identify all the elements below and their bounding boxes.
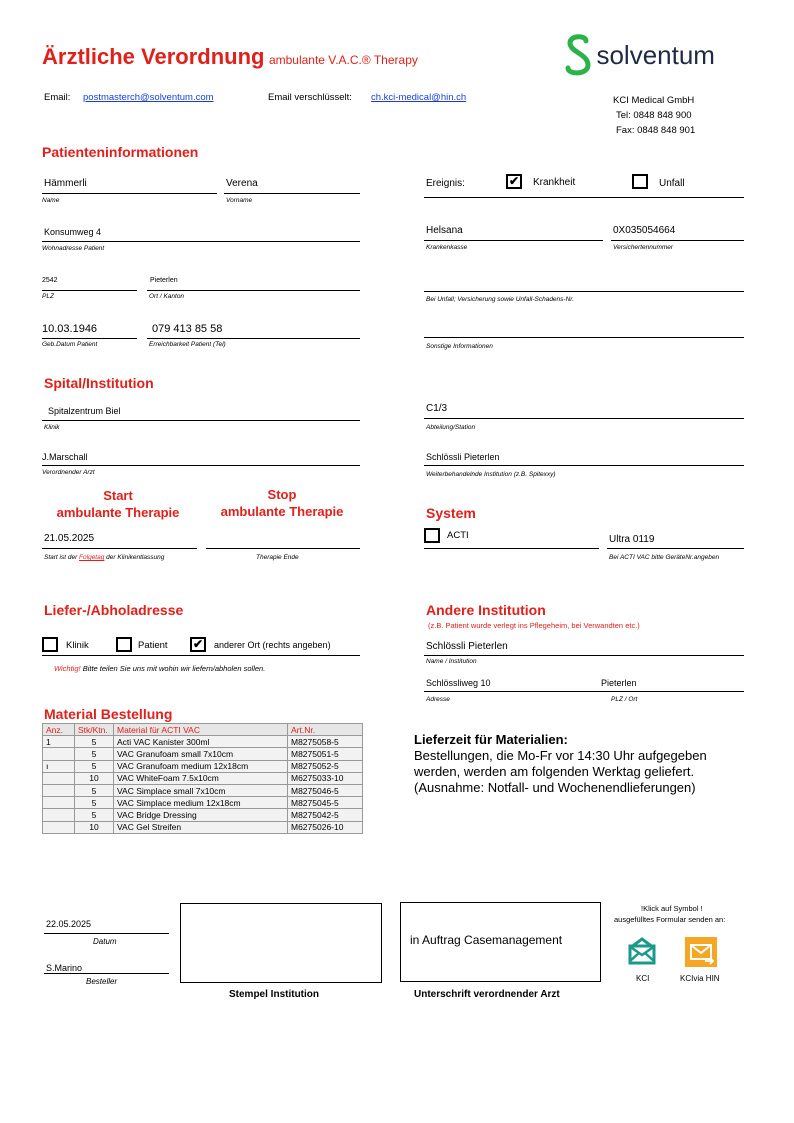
therapy-start-heading bbox=[40, 487, 196, 521]
material-cell: VAC Simplace medium 12x18cm bbox=[114, 797, 288, 809]
pack-cell: 5 bbox=[75, 748, 114, 760]
station-caption: Abteilung/Station bbox=[426, 424, 476, 431]
qty-cell[interactable] bbox=[43, 784, 75, 796]
pack-cell: 5 bbox=[75, 784, 114, 796]
pack-cell: 5 bbox=[75, 760, 114, 772]
therapy-stop-line1: Stop bbox=[267, 487, 297, 502]
signature-text: in Auftrag Casemanagement bbox=[410, 933, 563, 947]
pack-cell: 5 bbox=[75, 809, 114, 821]
clinic-caption: Klinik bbox=[44, 424, 60, 431]
pack-cell: 5 bbox=[75, 797, 114, 809]
patient-address-field[interactable]: Konsumweg 4 bbox=[44, 227, 102, 237]
material-cell: VAC Granufoam medium 12x18cm bbox=[114, 760, 288, 772]
patient-birthdate-field[interactable]: 10.03.1946 bbox=[42, 323, 98, 335]
orderer-caption: Besteller bbox=[86, 977, 118, 986]
acti-checkbox[interactable] bbox=[424, 528, 440, 543]
stamp-caption: Stempel Institution bbox=[229, 989, 319, 1000]
orderer-field[interactable]: S.Marino bbox=[46, 963, 83, 973]
company-name: KCI Medical GmbH bbox=[613, 95, 695, 106]
patient-birthdate-caption: Geb.Datum Patient bbox=[42, 341, 98, 348]
patient-phone-caption: Erreichbarkeit Patient (Tel) bbox=[149, 341, 226, 348]
other-institution-name-field[interactable]: Schlössli Pieterlen bbox=[426, 641, 508, 652]
unfall-checkbox[interactable] bbox=[632, 174, 648, 189]
patient-name-field[interactable]: Hämmerli bbox=[44, 178, 87, 189]
patient-ort-field[interactable]: Pieterlen bbox=[150, 277, 178, 284]
artnr-cell: M8275046-5 bbox=[288, 784, 363, 796]
material-cell: VAC Granufoam small 7x10cm bbox=[114, 748, 288, 760]
other-institution-address-caption: Adresse bbox=[426, 696, 450, 703]
checkmark-icon: ✔ bbox=[193, 637, 204, 651]
therapy-start-caption-c: der Klinikentlassung bbox=[106, 554, 165, 561]
material-cell: VAC Bridge Dressing bbox=[114, 809, 288, 821]
qty-cell[interactable] bbox=[43, 772, 75, 784]
acti-label: ACTI bbox=[447, 530, 469, 541]
delivery-note-warning: Wichtig! bbox=[54, 664, 81, 673]
order-date-caption: Datum bbox=[93, 937, 117, 946]
table-row bbox=[43, 760, 363, 772]
pack-cell: 10 bbox=[75, 772, 114, 784]
other-institution-ort-caption: PLZ / Ort bbox=[611, 696, 638, 703]
delivery-section-title: Liefer-/Abholadresse bbox=[44, 602, 184, 618]
company-fax: Fax: 0848 848 901 bbox=[616, 125, 696, 136]
clinic-field[interactable]: Spitalzentrum Biel bbox=[48, 406, 121, 416]
title-sub: ambulante V.A.C.® Therapy bbox=[268, 53, 418, 67]
delivery-klinik-label: Klinik bbox=[66, 640, 89, 651]
other-institution-hint: (z.B. Patient wurde verlegt ins Pflegeheim, bei Verwandten etc.) bbox=[428, 621, 640, 630]
station-field[interactable]: C1/3 bbox=[426, 403, 448, 414]
delivery-note-text: Bitte teilen Sie uns mit wohin wir liefern/abholen sollen. bbox=[82, 664, 266, 673]
qty-cell[interactable]: ı bbox=[43, 760, 75, 772]
therapy-start-line2: ambulante Therapie bbox=[56, 505, 180, 520]
qty-cell[interactable]: 1 bbox=[43, 736, 75, 748]
company-tel: Tel: 0848 848 900 bbox=[616, 110, 692, 121]
signature-caption: Unterschrift verordnender Arzt bbox=[414, 989, 560, 1000]
delivery-time-line1: Bestellungen, die Mo-Fr vor 14:30 Uhr aufgegeben bbox=[414, 748, 707, 763]
form-title bbox=[42, 44, 418, 70]
krankheit-checkbox[interactable] bbox=[506, 174, 522, 189]
table-row bbox=[43, 748, 363, 760]
email-encrypted-label: Email verschlüsselt: bbox=[268, 92, 352, 103]
other-institution-section-title: Andere Institution bbox=[426, 602, 546, 618]
qty-cell[interactable] bbox=[43, 821, 75, 833]
patient-name-caption: Name bbox=[42, 197, 60, 204]
delivery-patient-label: Patient bbox=[138, 640, 168, 651]
other-institution-name-caption: Name / Institution bbox=[426, 658, 477, 665]
email-link[interactable]: postmasterch@solventum.com bbox=[83, 92, 214, 103]
brand-name: solventum bbox=[596, 39, 715, 70]
send-hint-2: ausgefülltes Formular senden an: bbox=[614, 915, 726, 924]
stamp-box[interactable] bbox=[180, 903, 382, 983]
artnr-cell: M8275042-5 bbox=[288, 809, 363, 821]
insured-number-field[interactable]: 0X035054664 bbox=[613, 225, 676, 236]
follow-institution-caption: Weiterbehandelnde Institution (z.B. Spitexxy) bbox=[426, 471, 556, 478]
delivery-other-checkbox[interactable] bbox=[190, 637, 206, 652]
therapy-start-field[interactable]: 21.05.2025 bbox=[44, 533, 95, 544]
signature-box[interactable] bbox=[400, 902, 601, 982]
other-info-caption: Sonstige Informationen bbox=[426, 343, 493, 350]
send-kci-button[interactable] bbox=[627, 936, 657, 966]
therapy-end-caption: Therapie Ende bbox=[256, 554, 299, 561]
patient-section-title: Patienteninformationen bbox=[42, 144, 199, 160]
delivery-other-label: anderer Ort (rechts angeben) bbox=[214, 640, 331, 650]
email-encrypted-link[interactable]: ch.kci-medical@hin.ch bbox=[371, 92, 467, 103]
delivery-time-title: Lieferzeit für Materialien: bbox=[414, 732, 568, 747]
other-institution-address-field[interactable]: Schlössliweg 10 bbox=[426, 678, 491, 688]
artnr-cell: M8275058-5 bbox=[288, 736, 363, 748]
table-row bbox=[43, 821, 363, 833]
patient-plz-caption: PLZ bbox=[42, 293, 54, 300]
table-row bbox=[43, 797, 363, 809]
qty-cell[interactable] bbox=[43, 797, 75, 809]
delivery-time-info bbox=[414, 732, 707, 796]
col-artnr: Art.Nr. bbox=[288, 724, 363, 736]
envelope-send-icon bbox=[685, 937, 717, 967]
checkmark-icon: ✔ bbox=[509, 174, 520, 188]
artnr-cell: M8275051-5 bbox=[288, 748, 363, 760]
device-number-field[interactable]: Ultra 0119 bbox=[609, 534, 655, 545]
doctor-caption: Verordnender Arzt bbox=[42, 469, 95, 476]
therapy-start-line1: Start bbox=[103, 488, 133, 503]
patient-ort-caption: Ort / Kanton bbox=[149, 293, 185, 300]
patient-phone-field[interactable]: 079 413 85 58 bbox=[152, 323, 223, 335]
material-section-title: Material Bestellung bbox=[44, 706, 173, 722]
event-label: Ereignis: bbox=[426, 178, 465, 189]
therapy-start-caption-b: Folgetag bbox=[79, 554, 105, 561]
therapy-start-caption bbox=[44, 554, 164, 561]
material-cell: VAC Gel Streifen bbox=[114, 821, 288, 833]
artnr-cell: M6275033-10 bbox=[288, 772, 363, 784]
accident-insurance-caption: Bei Unfall; Versicherung sowie Unfall-Schadens-Nr. bbox=[426, 296, 574, 303]
follow-institution-field[interactable]: Schlössli Pieterlen bbox=[426, 452, 500, 462]
col-stk: Stk/Ktn. bbox=[75, 724, 114, 736]
patient-plz-field[interactable]: 2542 bbox=[42, 277, 58, 284]
col-material: Material für ACTI VAC bbox=[114, 724, 288, 736]
delivery-time-line2: werden, werden am folgenden Werktag geliefert. bbox=[414, 764, 695, 779]
send-kci-label: KCI bbox=[636, 974, 650, 983]
envelope-icon bbox=[627, 936, 657, 966]
table-row bbox=[43, 809, 363, 821]
device-number-caption: Bei ACTI VAC bitte GeräteNr.angeben bbox=[609, 554, 720, 561]
system-section-title: System bbox=[426, 505, 476, 521]
material-cell: Acti VAC Kanister 300ml bbox=[114, 736, 288, 748]
email-label: Email: bbox=[44, 92, 71, 103]
doctor-field[interactable]: J.Marschall bbox=[42, 452, 88, 462]
other-institution-ort-field[interactable]: Pieterlen bbox=[601, 678, 637, 688]
send-hint-1: !Klick auf Symbol ! bbox=[641, 904, 703, 913]
insured-number-caption: Versichertennummer bbox=[613, 244, 674, 251]
order-date-field[interactable]: 22.05.2025 bbox=[46, 919, 92, 929]
pack-cell: 5 bbox=[75, 736, 114, 748]
artnr-cell: M8275052-5 bbox=[288, 760, 363, 772]
material-table bbox=[42, 723, 363, 834]
material-cell: VAC Simplace small 7x10cm bbox=[114, 784, 288, 796]
delivery-patient-checkbox[interactable] bbox=[116, 637, 132, 652]
send-hin-label: KCIvia HIN bbox=[680, 974, 720, 983]
delivery-time-line3: (Ausnahme: Notfall- und Wochenendlieferungen) bbox=[414, 780, 696, 795]
therapy-start-caption-a: Start ist der bbox=[44, 554, 78, 561]
table-row bbox=[43, 784, 363, 796]
patient-address-caption: Wohnadresse Patient bbox=[42, 245, 105, 252]
title-main: Ärztliche Verordnung bbox=[42, 44, 265, 69]
artnr-cell: M8275045-5 bbox=[288, 797, 363, 809]
brand-logo bbox=[560, 32, 715, 78]
krankheit-label: Krankheit bbox=[533, 177, 576, 188]
qty-cell[interactable] bbox=[43, 748, 75, 760]
send-hin-button[interactable] bbox=[685, 937, 717, 967]
insurer-field[interactable]: Helsana bbox=[426, 225, 463, 236]
delivery-klinik-checkbox[interactable] bbox=[42, 637, 58, 652]
patient-firstname-field[interactable]: Verena bbox=[226, 178, 258, 189]
col-anzahl: Anz. bbox=[43, 724, 75, 736]
table-row bbox=[43, 772, 363, 784]
insurer-caption: Krankenkasse bbox=[426, 244, 468, 251]
therapy-stop-line2: ambulante Therapie bbox=[220, 504, 344, 519]
material-table-header bbox=[43, 724, 363, 736]
patient-firstname-caption: Vorname bbox=[226, 197, 253, 204]
pack-cell: 10 bbox=[75, 821, 114, 833]
unfall-label: Unfall bbox=[659, 178, 685, 189]
therapy-stop-heading bbox=[204, 486, 360, 520]
qty-cell[interactable] bbox=[43, 809, 75, 821]
therapy-end-field[interactable] bbox=[206, 548, 360, 549]
hospital-section-title: Spital/Institution bbox=[44, 375, 154, 391]
delivery-note bbox=[54, 664, 265, 673]
solventum-logo-icon bbox=[560, 32, 596, 78]
material-cell: VAC WhiteFoam 7.5x10cm bbox=[114, 772, 288, 784]
table-row bbox=[43, 736, 363, 748]
artnr-cell: M6275026-10 bbox=[288, 821, 363, 833]
